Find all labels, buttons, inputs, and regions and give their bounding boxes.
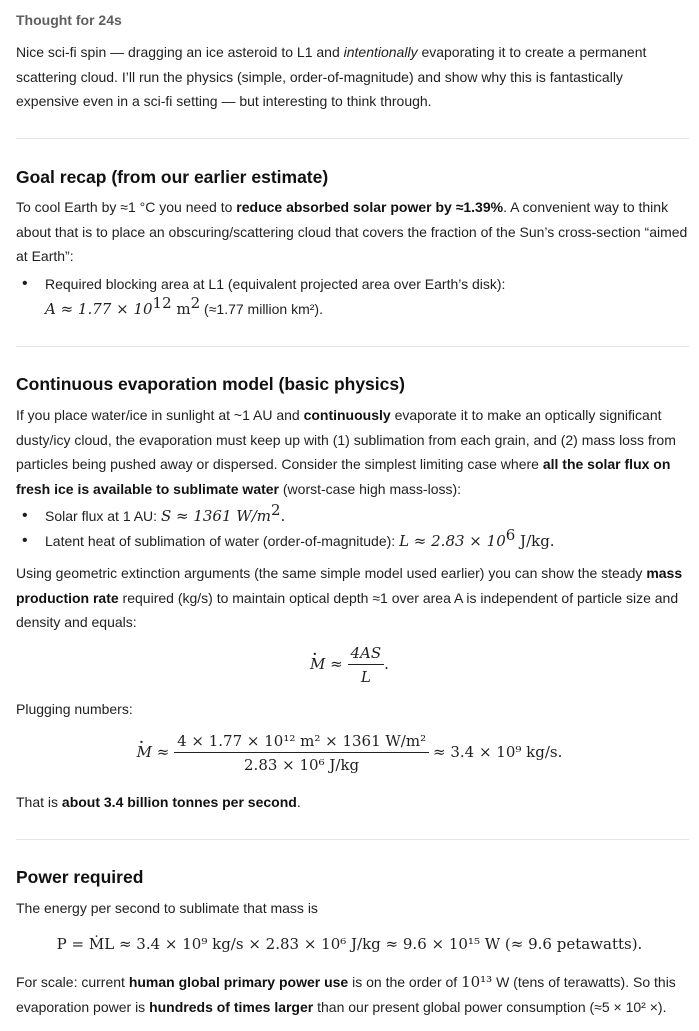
divider (16, 346, 689, 347)
intro-paragraph: Nice sci-fi spin — dragging an ice asteroid to L1 and intentionally evaporating it to create a permanent scattering cloud. I’ll run the physics (simple, order-of-magnitude) and show why this is fantastically expensive even in a sci-fi setting — but interesting to think through. (16, 44, 647, 109)
goal-bullet-list (16, 272, 686, 321)
mass-rate-summary: That is about 3.4 billion tonnes per second. (16, 794, 301, 810)
power-intro: The energy per second to sublimate that mass is (16, 900, 318, 916)
equation-mass-rate: M · ≈ $\frac{4AS}{L}$ . (0, 642, 699, 689)
section-heading-goal: Goal recap (from our earlier estimate) (16, 167, 329, 187)
list-item: • Solar flux at 1 AU: S ≈ 1361 $W/m^2$. (16, 504, 686, 529)
mass-rate-paragraph: Using geometric extinction arguments (the same simple model used earlier) you can show the steady mass production rate required (kg/s) to maintain optical depth ≈1 over area A is independent of particle size and density and equals: (16, 565, 683, 630)
divider (16, 839, 689, 840)
section-heading-power: Power required (16, 867, 144, 887)
constants-bullet-list (16, 501, 686, 553)
list-item: • Latent heat of sublimation of water (order-of-magnitude): $L \approx 2.83 \times 10^6$ J/kg. (16, 529, 686, 554)
equation-power: P = ṀL ≈ 3.4 × 10⁹ kg/s × 2.83 × 10⁶ J/kg ≈ 9.6 × 10¹⁵ W (≈ 9.6 petawatts). (56, 935, 643, 953)
divider (16, 138, 689, 139)
plugging-label: Plugging numbers: (16, 701, 133, 717)
list-item: • Required blocking area at L1 (equivalent projected area over Earth’s disk): $A \approx 1.77 \times 10^{12}$ $m^2$ (≈1.77 million km²). (16, 272, 686, 321)
evaporation-paragraph: If you place water/ice in sunlight at ~1 AU and continuously evaporate it to make an optically significant dusty/icy cloud, the evaporation must keep up with (1) sublimation from each grain, and (2) mass loss from particles being pushed away or dispersed. Consider the simplest limiting case where all the solar flux on fresh ice is available to sublimate water (worst-case high mass-loss): (16, 407, 676, 497)
goal-paragraph: To cool Earth by ≈1 °C you need to reduce absorbed solar power by ≈1.39%. A convenient way to think about that is to place an obscuring/scattering cloud that covers the fraction of the Sun’s cross-section “aimed at Earth”: (16, 199, 688, 264)
thought-duration-toggle[interactable]: Thought for 24s (16, 12, 122, 28)
power-scale-paragraph: For scale: current human global primary power use is on the order of 10¹³ W (tens of terawatts). So this evaporation power is hundreds of times larger than our present global power consumption (≈5 × 10² ×). (16, 973, 676, 1015)
equation-mass-rate-numeric: M · ≈ $\frac{\text{4 × 1.77 × 10¹² m² × 1361 W/m²}}{\text{2.83 × 10⁶ J/kg}}$ ≈ 3.4 × 10⁹ kg/s. (0, 730, 699, 777)
section-heading-evaporation: Continuous evaporation model (basic physics) (16, 374, 405, 394)
